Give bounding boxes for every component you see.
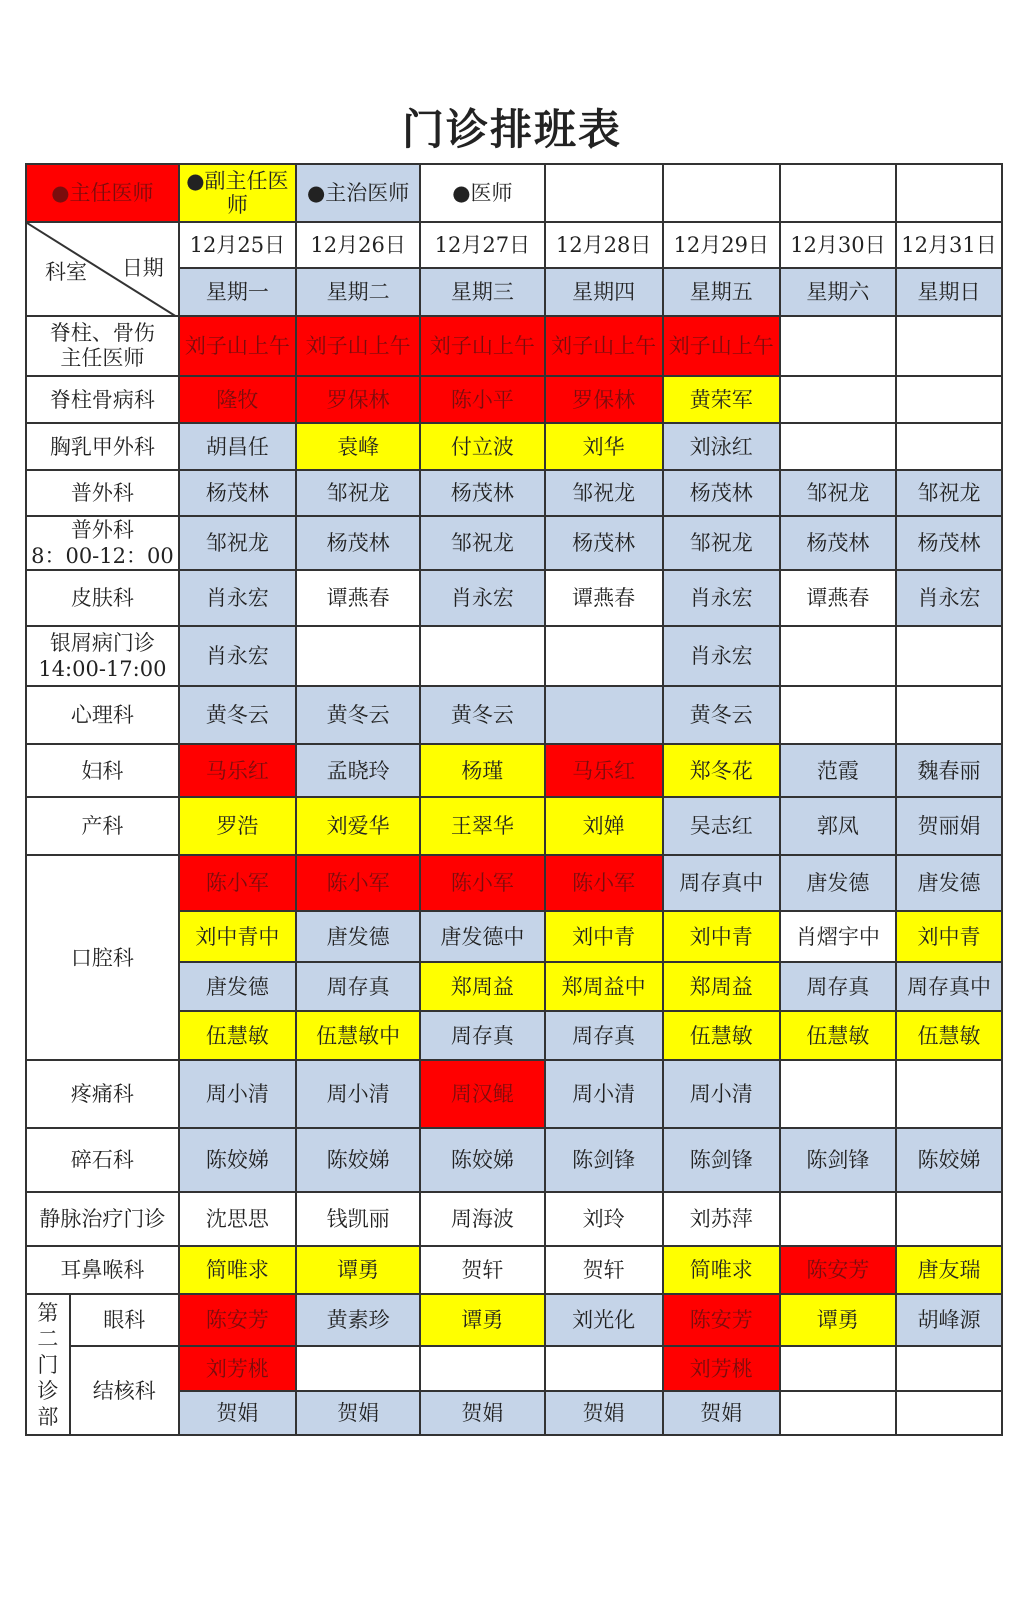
- schedule-cell-b1-d3: 周汉鲲: [420, 1060, 544, 1128]
- schedule-cell-r6-d4: 谭燕春: [545, 570, 663, 626]
- table-row: [26, 376, 1002, 423]
- schedule-cell-r7-d4: [545, 626, 663, 686]
- schedule-cell-dental2-d4: 刘中青: [545, 911, 663, 962]
- schedule-cell-b4-d4: 贺轩: [545, 1246, 663, 1294]
- schedule-cell-r10-d5: 吴志红: [663, 797, 780, 855]
- schedule-cell-r2-d3: 陈小平: [420, 376, 544, 423]
- dept-label-tb: 结核科: [70, 1346, 179, 1435]
- weekday-header-4: 星期四: [545, 268, 663, 316]
- schedule-cell-tb2-d5: 贺娟: [663, 1391, 780, 1435]
- schedule-cell-tb1-d3: [420, 1346, 544, 1391]
- schedule-cell-dental4-d1: 伍慧敏: [179, 1011, 296, 1060]
- schedule-cell-r4-d7: 邹祝龙: [896, 470, 1002, 516]
- schedule-cell-r5-d1: 邹祝龙: [179, 516, 296, 570]
- schedule-cell-r10-d2: 刘爱华: [296, 797, 420, 855]
- schedule-cell-r7-d5: 肖永宏: [663, 626, 780, 686]
- schedule-cell-r9-d3: 杨瑾: [420, 744, 544, 797]
- schedule-cell-r3-d2: 袁峰: [296, 423, 420, 470]
- dept-name: 普外科: [70, 518, 134, 542]
- schedule-cell-r7-d3: [420, 626, 544, 686]
- dept-label-10: [26, 797, 179, 855]
- legend-empty: [780, 164, 896, 222]
- schedule-cell-b2-d5: 陈剑锋: [663, 1128, 780, 1192]
- schedule-cell-r1-d4: 刘子山上午: [545, 316, 663, 376]
- weekday-header-1: 星期一: [179, 268, 296, 316]
- table-row: [26, 516, 1002, 570]
- schedule-cell-r5-d7: 杨茂林: [896, 516, 1002, 570]
- schedule-cell-tb1-d5: 刘芳桃: [663, 1346, 780, 1391]
- schedule-cell-tb1-d1: 刘芳桃: [179, 1346, 296, 1391]
- schedule-cell-dental1-d6: 唐发德: [780, 855, 896, 911]
- schedule-cell-tb1-d6: [780, 1346, 896, 1391]
- schedule-cell-dental2-d3: 唐发德中: [420, 911, 544, 962]
- dept-label-2: [26, 376, 179, 423]
- schedule-cell-r2-d7: [896, 376, 1002, 423]
- schedule-cell-r8-d6: [780, 686, 896, 744]
- schedule-cell-eye-d7: 胡峰源: [896, 1294, 1002, 1346]
- schedule-cell-r6-d7: 肖永宏: [896, 570, 1002, 626]
- schedule-cell-dental3-d5: 郑周益: [663, 962, 780, 1011]
- dept-label-eye: 眼科: [70, 1294, 179, 1346]
- schedule-table: [25, 163, 1003, 1436]
- schedule-cell-r6-d1: 肖永宏: [179, 570, 296, 626]
- schedule-cell-r5-d2: 杨茂林: [296, 516, 420, 570]
- schedule-cell-b2-d2: 陈姣娣: [296, 1128, 420, 1192]
- schedule-cell-tb1-d4: [545, 1346, 663, 1391]
- schedule-cell-r8-d1: 黄冬云: [179, 686, 296, 744]
- schedule-cell-tb2-d1: 贺娟: [179, 1391, 296, 1435]
- date-header-5: 12月29日: [663, 222, 780, 268]
- schedule-cell-b1-d5: 周小清: [663, 1060, 780, 1128]
- schedule-cell-r9-d4: 马乐红: [545, 744, 663, 797]
- schedule-cell-r6-d6: 谭燕春: [780, 570, 896, 626]
- legend-attending: ●主治医师: [296, 164, 420, 222]
- schedule-cell-b2-d6: 陈剑锋: [780, 1128, 896, 1192]
- schedule-cell-dental4-d2: 伍慧敏中: [296, 1011, 420, 1060]
- table-row: [26, 744, 1002, 797]
- schedule-cell-r9-d6: 范霞: [780, 744, 896, 797]
- schedule-cell-r9-d1: 马乐红: [179, 744, 296, 797]
- second-dept-label: 第二门诊部: [26, 1294, 70, 1435]
- schedule-cell-b3-d6: [780, 1192, 896, 1246]
- date-label: 日期: [121, 256, 164, 280]
- schedule-cell-tb1-d7: [896, 1346, 1002, 1391]
- dept-name: 心理科: [70, 703, 134, 727]
- schedule-cell-r3-d1: 胡昌任: [179, 423, 296, 470]
- schedule-cell-r4-d6: 邹祝龙: [780, 470, 896, 516]
- schedule-cell-b4-d3: 贺轩: [420, 1246, 544, 1294]
- table-row: [26, 164, 1002, 222]
- dept-name: 皮肤科: [70, 586, 134, 610]
- schedule-cell-r7-d7: [896, 626, 1002, 686]
- schedule-cell-dental2-d1: 刘中青中: [179, 911, 296, 962]
- schedule-cell-tb2-d2: 贺娟: [296, 1391, 420, 1435]
- schedule-cell-r1-d7: [896, 316, 1002, 376]
- table-row: [26, 1346, 1002, 1391]
- schedule-cell-r7-d6: [780, 626, 896, 686]
- schedule-cell-b4-d5: 简唯求: [663, 1246, 780, 1294]
- schedule-cell-dental4-d4: 周存真: [545, 1011, 663, 1060]
- table-row: [26, 423, 1002, 470]
- schedule-cell-dental3-d6: 周存真: [780, 962, 896, 1011]
- schedule-cell-b2-d7: 陈姣娣: [896, 1128, 1002, 1192]
- dept-name: 脊柱、骨伤主任医师: [49, 321, 155, 370]
- schedule-cell-r1-d1: 刘子山上午: [179, 316, 296, 376]
- date-header-2: 12月26日: [296, 222, 420, 268]
- schedule-cell-b4-d1: 简唯求: [179, 1246, 296, 1294]
- schedule-cell-dental1-d7: 唐发德: [896, 855, 1002, 911]
- dept-name: 普外科: [70, 481, 134, 505]
- dept-label: 科室: [45, 260, 87, 284]
- dept-label-7: [26, 626, 179, 686]
- schedule-cell-dental4-d5: 伍慧敏: [663, 1011, 780, 1060]
- dept-hours: 8：00-12：00: [31, 544, 174, 568]
- schedule-cell-b2-d1: 陈姣娣: [179, 1128, 296, 1192]
- schedule-cell-dental3-d2: 周存真: [296, 962, 420, 1011]
- schedule-cell-r2-d6: [780, 376, 896, 423]
- table-row: [26, 316, 1002, 376]
- schedule-cell-dental4-d6: 伍慧敏: [780, 1011, 896, 1060]
- schedule-cell-r8-d7: [896, 686, 1002, 744]
- legend-empty: [663, 164, 780, 222]
- schedule-cell-r8-d5: 黄冬云: [663, 686, 780, 744]
- schedule-cell-r4-d1: 杨茂林: [179, 470, 296, 516]
- schedule-cell-r3-d6: [780, 423, 896, 470]
- table-row: [26, 1246, 1002, 1294]
- dept-label-dental: 口腔科: [26, 855, 179, 1060]
- schedule-cell-tb2-d6: [780, 1391, 896, 1435]
- schedule-cell-r5-d4: 杨茂林: [545, 516, 663, 570]
- schedule-cell-r2-d2: 罗保林: [296, 376, 420, 423]
- schedule-cell-dental4-d7: 伍慧敏: [896, 1011, 1002, 1060]
- table-row: [26, 626, 1002, 686]
- schedule-cell-b3-d1: 沈思思: [179, 1192, 296, 1246]
- schedule-cell-r5-d5: 邹祝龙: [663, 516, 780, 570]
- table-row: [26, 1060, 1002, 1128]
- schedule-cell-eye-d2: 黄素珍: [296, 1294, 420, 1346]
- schedule-cell-tb2-d3: 贺娟: [420, 1391, 544, 1435]
- schedule-cell-r5-d3: 邹祝龙: [420, 516, 544, 570]
- schedule-cell-b1-d1: 周小清: [179, 1060, 296, 1128]
- schedule-cell-r10-d6: 郭凤: [780, 797, 896, 855]
- table-row: [26, 1192, 1002, 1246]
- dept-label-3: [26, 423, 179, 470]
- schedule-cell-r1-d2: 刘子山上午: [296, 316, 420, 376]
- dept-name: 产科: [81, 814, 124, 838]
- schedule-cell-dental1-d3: 陈小军: [420, 855, 544, 911]
- schedule-cell-eye-d4: 刘光化: [545, 1294, 663, 1346]
- schedule-cell-r4-d3: 杨茂林: [420, 470, 544, 516]
- dept-name: 胸乳甲外科: [49, 434, 155, 459]
- schedule-cell-r1-d3: 刘子山上午: [420, 316, 544, 376]
- schedule-cell-b3-d7: [896, 1192, 1002, 1246]
- schedule-cell-r9-d2: 孟晓玲: [296, 744, 420, 797]
- dept-label-b2: 碎石科: [26, 1128, 179, 1192]
- date-header-1: 12月25日: [179, 222, 296, 268]
- schedule-cell-b4-d7: 唐友瑞: [896, 1246, 1002, 1294]
- dept-label-1: [26, 316, 179, 376]
- schedule-cell-r4-d2: 邹祝龙: [296, 470, 420, 516]
- table-row: [26, 570, 1002, 626]
- dept-name: 妇科: [81, 758, 124, 783]
- schedule-cell-r8-d2: 黄冬云: [296, 686, 420, 744]
- schedule-cell-dental2-d6: 肖熠宇中: [780, 911, 896, 962]
- schedule-cell-r2-d5: 黄荣军: [663, 376, 780, 423]
- dept-label-b4: 耳鼻喉科: [26, 1246, 179, 1294]
- weekday-header-2: 星期二: [296, 268, 420, 316]
- schedule-cell-dental2-d7: 刘中青: [896, 911, 1002, 962]
- schedule-cell-r4-d4: 邹祝龙: [545, 470, 663, 516]
- schedule-cell-r4-d5: 杨茂林: [663, 470, 780, 516]
- schedule-cell-b1-d2: 周小清: [296, 1060, 420, 1128]
- table-row: [26, 1128, 1002, 1192]
- table-row: [26, 686, 1002, 744]
- page-title: 门诊排班表: [401, 105, 622, 154]
- schedule-cell-r3-d7: [896, 423, 1002, 470]
- schedule-cell-r8-d3: 黄冬云: [420, 686, 544, 744]
- legend-empty: [896, 164, 1002, 222]
- schedule-cell-dental3-d1: 唐发德: [179, 962, 296, 1011]
- date-header-6: 12月30日: [780, 222, 896, 268]
- schedule-cell-tb1-d2: [296, 1346, 420, 1391]
- dept-label-b3: 静脉治疗门诊: [26, 1192, 179, 1246]
- dept-label-6: [26, 570, 179, 626]
- schedule-cell-r9-d7: 魏春丽: [896, 744, 1002, 797]
- dept-label-b1: 疼痛科: [26, 1060, 179, 1128]
- schedule-cell-b1-d7: [896, 1060, 1002, 1128]
- schedule-cell-r3-d5: 刘泳红: [663, 423, 780, 470]
- dept-date-header: [26, 222, 179, 316]
- schedule-cell-b3-d4: 刘玲: [545, 1192, 663, 1246]
- schedule-cell-dental1-d1: 陈小军: [179, 855, 296, 911]
- schedule-cell-dental2-d5: 刘中青: [663, 911, 780, 962]
- schedule-cell-dental1-d5: 周存真中: [663, 855, 780, 911]
- dept-label-8: [26, 686, 179, 744]
- schedule-cell-r6-d5: 肖永宏: [663, 570, 780, 626]
- schedule-cell-dental3-d7: 周存真中: [896, 962, 1002, 1011]
- schedule-cell-r3-d4: 刘华: [545, 423, 663, 470]
- schedule-cell-r8-d4: [545, 686, 663, 744]
- schedule-cell-b4-d6: 陈安芳: [780, 1246, 896, 1294]
- schedule-cell-r2-d1: 隆牧: [179, 376, 296, 423]
- schedule-cell-b1-d6: [780, 1060, 896, 1128]
- dept-label-9: [26, 744, 179, 797]
- table-row: [26, 1294, 1002, 1346]
- schedule-cell-eye-d3: 谭勇: [420, 1294, 544, 1346]
- schedule-cell-dental2-d2: 唐发德: [296, 911, 420, 962]
- schedule-cell-r10-d3: 王翠华: [420, 797, 544, 855]
- schedule-cell-b3-d2: 钱凯丽: [296, 1192, 420, 1246]
- schedule-cell-r10-d1: 罗浩: [179, 797, 296, 855]
- schedule-cell-eye-d6: 谭勇: [780, 1294, 896, 1346]
- weekday-header-5: 星期五: [663, 268, 780, 316]
- schedule-cell-r9-d5: 郑冬花: [663, 744, 780, 797]
- dept-label-4: [26, 470, 179, 516]
- date-header-4: 12月28日: [545, 222, 663, 268]
- schedule-cell-b4-d2: 谭勇: [296, 1246, 420, 1294]
- legend-chief: ●主任医师: [26, 164, 179, 222]
- date-header-7: 12月31日: [896, 222, 1002, 268]
- table-row: [26, 797, 1002, 855]
- schedule-cell-dental3-d4: 郑周益中: [545, 962, 663, 1011]
- schedule-cell-r5-d6: 杨茂林: [780, 516, 896, 570]
- schedule-cell-tb2-d4: 贺娟: [545, 1391, 663, 1435]
- schedule-cell-dental3-d3: 郑周益: [420, 962, 544, 1011]
- legend-deputy: ●副主任医师: [179, 164, 296, 222]
- schedule-cell-b2-d4: 陈剑锋: [545, 1128, 663, 1192]
- schedule-cell-r2-d4: 罗保林: [545, 376, 663, 423]
- schedule-cell-dental4-d3: 周存真: [420, 1011, 544, 1060]
- schedule-cell-b1-d4: 周小清: [545, 1060, 663, 1128]
- schedule-cell-r10-d7: 贺丽娟: [896, 797, 1002, 855]
- date-header-3: 12月27日: [420, 222, 544, 268]
- schedule-cell-tb2-d7: [896, 1391, 1002, 1435]
- dept-name: 银屑病门诊: [49, 631, 155, 655]
- table-row: [26, 470, 1002, 516]
- dept-name: 脊柱骨病科: [49, 387, 155, 412]
- schedule-cell-r1-d5: 刘子山上午: [663, 316, 780, 376]
- schedule-cell-b3-d3: 周海波: [420, 1192, 544, 1246]
- schedule-cell-b3-d5: 刘苏萍: [663, 1192, 780, 1246]
- schedule-cell-dental1-d2: 陈小军: [296, 855, 420, 911]
- schedule-cell-r6-d3: 肖永宏: [420, 570, 544, 626]
- dept-hours: 14:00-17:00: [38, 657, 167, 681]
- schedule-cell-r7-d1: 肖永宏: [179, 626, 296, 686]
- weekday-header-3: 星期三: [420, 268, 544, 316]
- schedule-cell-r10-d4: 刘婵: [545, 797, 663, 855]
- weekday-header-6: 星期六: [780, 268, 896, 316]
- schedule-cell-r3-d3: 付立波: [420, 423, 544, 470]
- schedule-cell-b2-d3: 陈姣娣: [420, 1128, 544, 1192]
- table-row: [26, 222, 1002, 268]
- table-row: [26, 855, 1002, 911]
- legend-doctor: ●医师: [420, 164, 544, 222]
- schedule-cell-r7-d2: [296, 626, 420, 686]
- legend-empty: [545, 164, 663, 222]
- schedule-cell-eye-d1: 陈安芳: [179, 1294, 296, 1346]
- schedule-cell-eye-d5: 陈安芳: [663, 1294, 780, 1346]
- dept-label-5: [26, 516, 179, 570]
- weekday-header-7: 星期日: [896, 268, 1002, 316]
- schedule-cell-r6-d2: 谭燕春: [296, 570, 420, 626]
- schedule-cell-r1-d6: [780, 316, 896, 376]
- schedule-cell-dental1-d4: 陈小军: [545, 855, 663, 911]
